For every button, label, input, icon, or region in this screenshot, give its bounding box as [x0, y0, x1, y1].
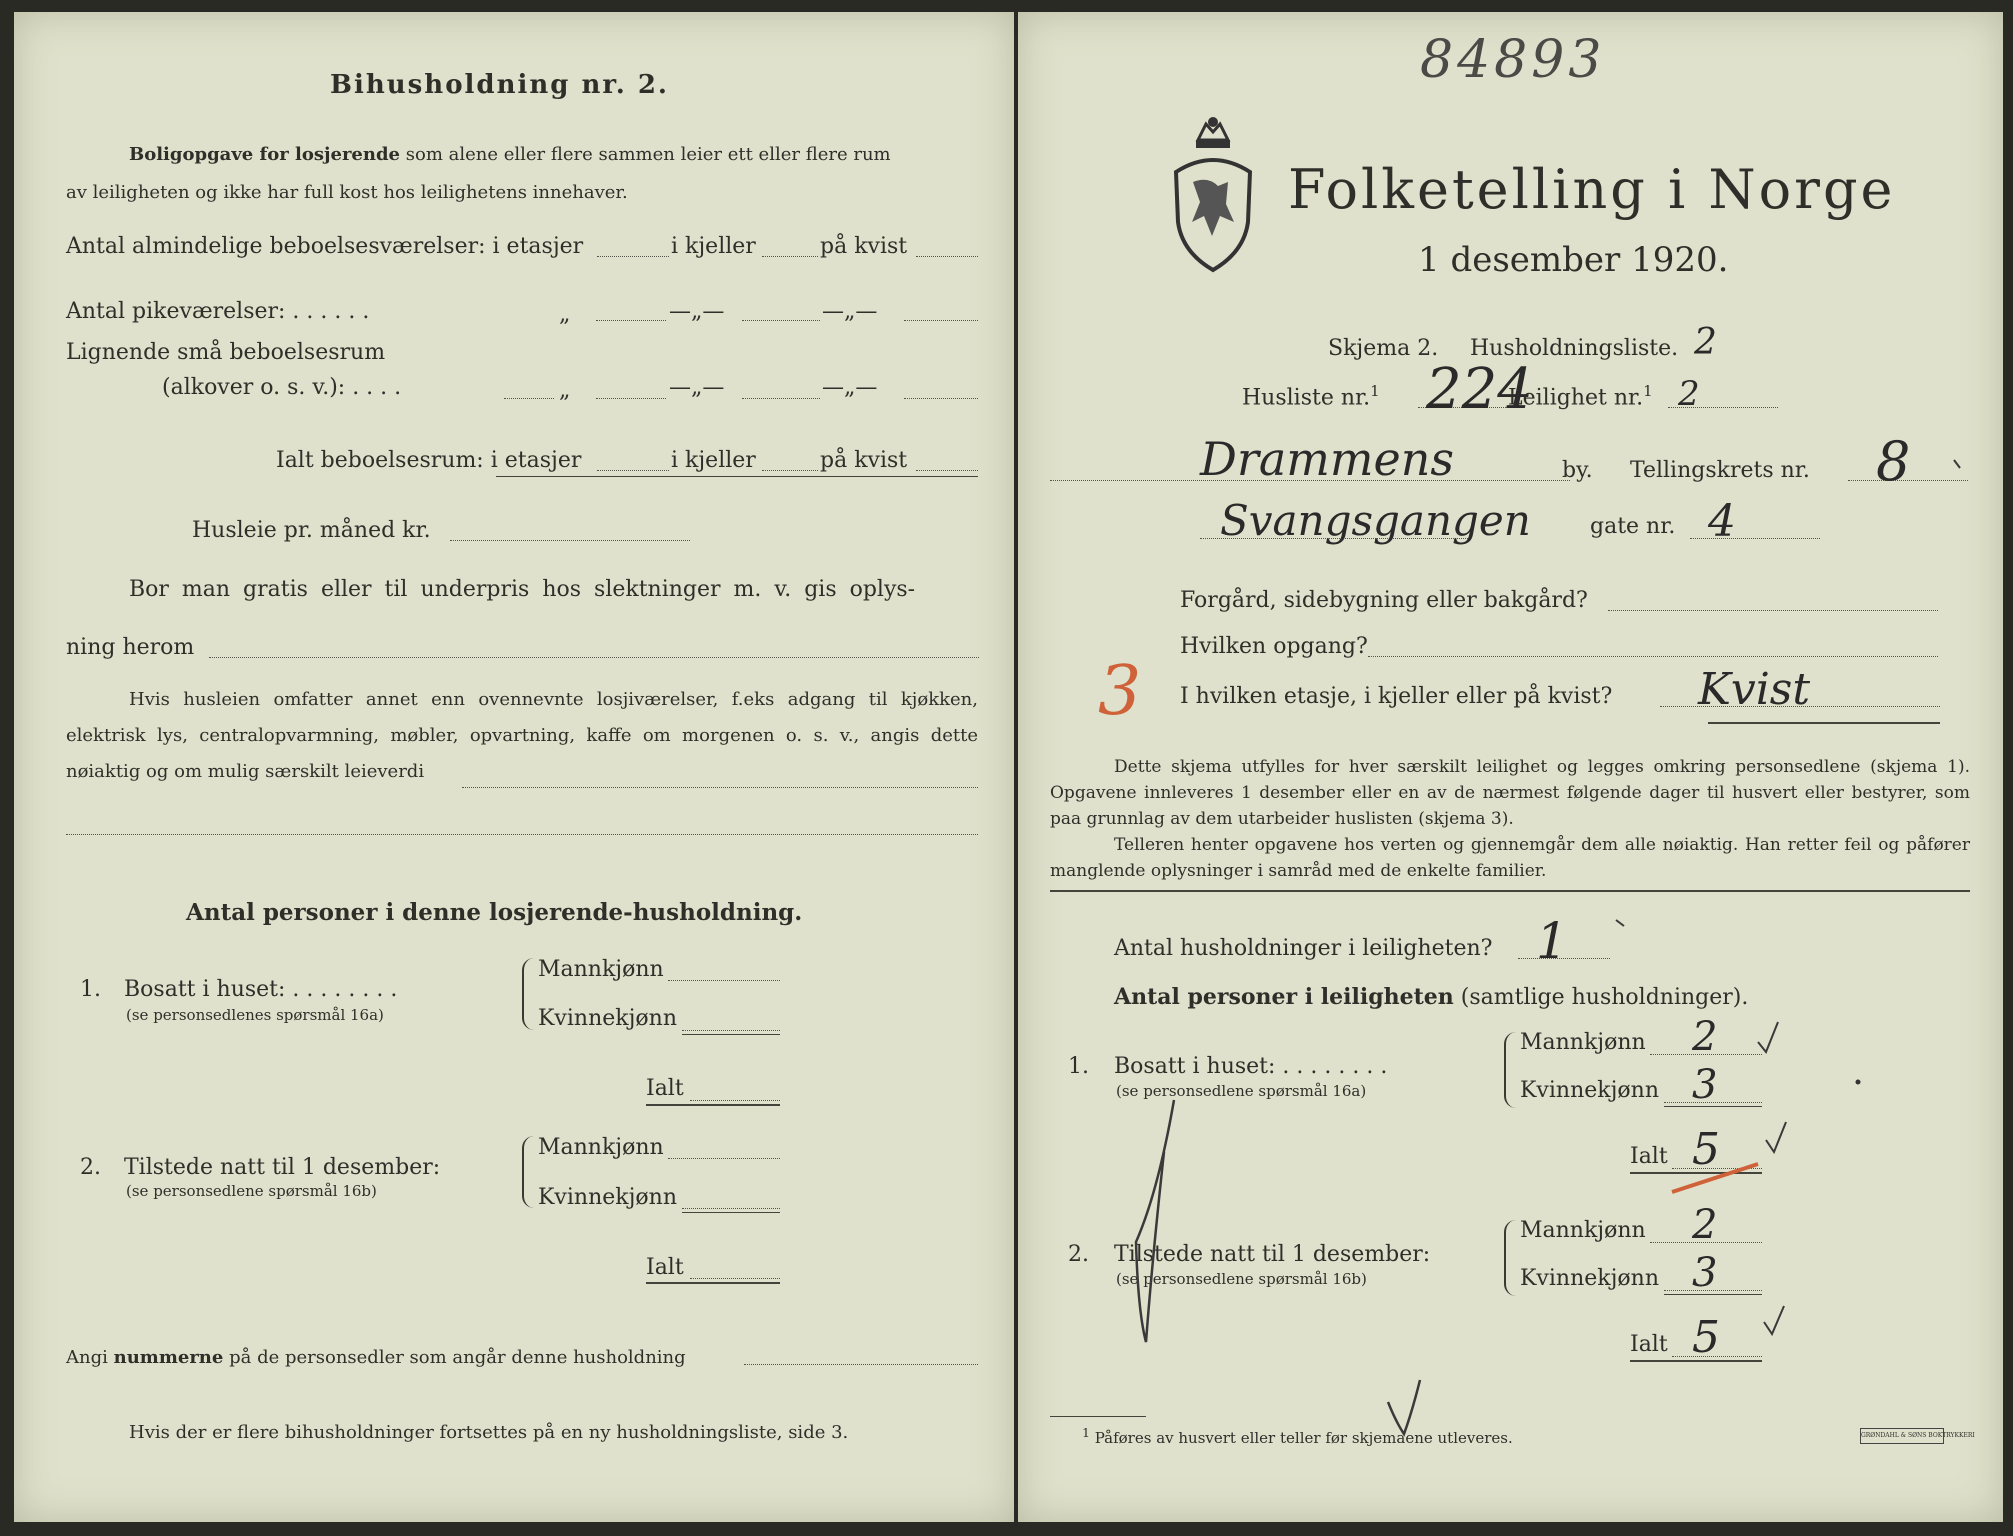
pencil-check-marks [1018, 12, 2003, 1522]
q2-ialt-underline [646, 1282, 780, 1284]
q1-sub: (se personsedlenes spørsmål 16a) [126, 1006, 384, 1024]
r-q2-mann-value[interactable]: 2 [1692, 1202, 1718, 1248]
r-q2-num: 2. [1068, 1242, 1089, 1267]
r-q1-num: 1. [1068, 1054, 1089, 1079]
leilighet-value[interactable]: 2 [1678, 374, 1700, 414]
skjema-label: Skjema 2. [1328, 336, 1439, 361]
r-q2-ialt-value[interactable]: 5 [1692, 1312, 1720, 1363]
opgang-label: Hvilken opgang? [1180, 634, 1368, 659]
r-q1-mannkjonn: Mannkjønn [1520, 1030, 1646, 1055]
r-q1-kvinne-value[interactable]: 3 [1692, 1062, 1718, 1108]
hvis-husleien-text: Hvis husleien omfatter annet enn ovennevnte losjiværelser, f.eks adgang til kjøkken, elektrisk lys, centralopvarmning, møbler, opvartning, kaffe om morgenen o. s. v., angis dette nøiaktig og om mulig særskilt leieverdi [66, 689, 978, 782]
gate-value[interactable]: Svangsgangen [1220, 496, 1531, 545]
q1-label: Bosatt i huset: . . . . . . . . [124, 977, 398, 1002]
antal-alm-field-kvist[interactable] [916, 256, 978, 257]
antal-alm-field-kjeller[interactable] [762, 256, 818, 257]
r-q2-mannkjonn: Mannkjønn [1520, 1218, 1646, 1243]
ialt-beboelse-label: Ialt beboelsesrum: i etasjer [276, 448, 582, 473]
q2-kvinnekjonn: Kvinnekjønn [538, 1185, 677, 1210]
leilighet-label-text: Leilighet nr. [1508, 385, 1644, 411]
pike-ditto-1: „ [559, 302, 571, 327]
antal-hush-value[interactable]: 1 [1536, 912, 1568, 970]
q1-kvinne-underline [682, 1034, 780, 1035]
ning-herom: ning herom [66, 635, 195, 660]
antal-pike-label: Antal pikeværelser: . . . . . . [66, 299, 370, 324]
pike-field-3[interactable] [904, 320, 978, 321]
margin-mark: 3 [1098, 652, 1142, 731]
antal-hush-label: Antal husholdninger i leiligheten? [1114, 936, 1493, 961]
leilighet-sup: 1 [1643, 382, 1653, 400]
intro-rest: som alene eller flere sammen leier ett eller flere rum [405, 144, 891, 165]
footnote-line [1082, 1424, 1513, 1447]
r-q2-kvinnekjonn: Kvinnekjønn [1520, 1266, 1659, 1291]
ialt-field-kjeller[interactable] [762, 470, 818, 471]
right-page [1018, 12, 2003, 1522]
intro-line1 [129, 144, 891, 166]
q2-num: 2. [80, 1155, 101, 1180]
ialt-field-etasjer[interactable] [597, 470, 669, 471]
r-q1-mann-value[interactable]: 2 [1692, 1014, 1718, 1060]
bor-man-text: Bor man gratis eller til underpris hos slektninger m. v. gis oplys- [129, 577, 916, 602]
alkover-ditto-3: —„— [822, 375, 878, 400]
ning-herom-field[interactable] [209, 657, 979, 658]
gate-nr-value[interactable]: 4 [1708, 496, 1736, 547]
hvis-field-2[interactable] [66, 834, 978, 835]
antal-alm-field-etasjer[interactable] [597, 256, 669, 257]
printer-stamp [1860, 1428, 1975, 1444]
archive-number: 84893 [1420, 30, 1606, 90]
r-q2-kvinne-value[interactable]: 3 [1692, 1250, 1718, 1296]
q2-mann-field[interactable] [668, 1158, 780, 1159]
ialt-kjeller: i kjeller [671, 448, 756, 473]
r-q1-label: Bosatt i huset: . . . . . . . . [1114, 1054, 1388, 1079]
husliste-sup: 1 [1370, 382, 1380, 400]
angi-line [66, 1347, 686, 1369]
forgaard-label: Forgård, sidebygning eller bakgård? [1180, 588, 1588, 613]
footnote-text: Påføres av husvert eller teller før skjemaene utleveres. [1094, 1429, 1513, 1447]
info-paragraph-1: Dette skjema utfylles for hver særskilt leilighet og legges omkring personsedlene (skjema 1). Opgavene innleveres 1 desember eller en av de nærmest følgende dager til husvert eller bestyrer, som paa grunnlag av dem utarbeider huslisten (skjema 3). [1050, 757, 1970, 829]
q2-label: Tilstede natt til 1 desember: [124, 1155, 441, 1180]
form-date: 1 desember 1920. [1418, 240, 1729, 280]
antal-alm-kjeller: i kjeller [671, 234, 756, 259]
r-q2-sub: (se personsedlene spørsmål 16b) [1116, 1270, 1367, 1288]
r-q1-ialt: Ialt [1630, 1144, 1668, 1169]
r-q1-sub: (se personsedlene spørsmål 16a) [1116, 1082, 1367, 1100]
ialt-field-kvist[interactable] [916, 470, 978, 471]
intro-line2: av leiligheten og ikke har full kost hos leilighetens innehaver. [66, 182, 628, 203]
ialt-underline [496, 476, 978, 477]
q2-ialt-field[interactable] [690, 1278, 780, 1279]
q1-mann-field[interactable] [668, 980, 780, 981]
alkover-ditto-1: „ [559, 378, 571, 403]
q1-ialt-field[interactable] [690, 1100, 780, 1101]
intro-bold: Boligopgave for losjerende [129, 144, 401, 165]
alkover-field-1[interactable] [596, 398, 666, 399]
by-label: by. [1562, 458, 1593, 483]
pike-ditto-2: —„— [669, 299, 725, 324]
antal-personer-rest: (samtlige husholdninger). [1460, 985, 1749, 1010]
q1-ialt-underline [646, 1104, 780, 1106]
footnote-rule [1050, 1416, 1146, 1417]
etasje-label: I hvilken etasje, i kjeller eller på kvist? [1180, 684, 1613, 709]
alkover-field-2[interactable] [742, 398, 820, 399]
alkover-ditto-2: —„— [669, 375, 725, 400]
pike-ditto-3: —„— [822, 299, 878, 324]
antal-personer-heading: Antal personer i denne losjerende-husholdning. [186, 899, 803, 926]
footnote-mark: 1 [1082, 1425, 1090, 1440]
angi-pre: Angi [66, 1347, 108, 1368]
antal-alm-kvist: på kvist [820, 234, 908, 259]
pike-field-1[interactable] [596, 320, 666, 321]
husholdningsliste-value[interactable]: 2 [1694, 322, 1717, 363]
angi-bold: nummerne [113, 1347, 224, 1368]
antal-personer-bold: Antal personer i leiligheten [1114, 984, 1454, 1010]
q2-sub: (se personsedlene spørsmål 16b) [126, 1182, 377, 1200]
husliste-label-text: Husliste nr. [1242, 385, 1371, 411]
lignende-label: Lignende små beboelsesrum [66, 340, 386, 365]
q1-num: 1. [80, 977, 101, 1002]
ialt-kvist: på kvist [820, 448, 908, 473]
q2-brace [522, 1136, 534, 1208]
left-page [14, 12, 1014, 1522]
alkover-label: (alkover o. s. v.): . . . . [162, 375, 402, 400]
alkover-field-0[interactable] [504, 398, 554, 399]
r-q1-kvinnekjonn: Kvinnekjønn [1520, 1078, 1659, 1103]
form-title: Folketelling i Norge [1288, 158, 1896, 221]
husliste-value[interactable]: 224 [1426, 357, 1533, 422]
q2-ialt: Ialt [646, 1255, 684, 1280]
husholdningsliste-label: Husholdningsliste. [1470, 336, 1679, 361]
r-q2-label: Tilstede natt til 1 desember: [1114, 1242, 1431, 1267]
antal-alm-label: Antal almindelige beboelsesværelser: i etasjer [66, 234, 584, 259]
printer-stamp-text: GRØNDAHL & SØNS BOKTRYKKERI [1861, 1432, 1975, 1439]
by-value[interactable]: Drammens [1200, 432, 1454, 486]
tellingskrets-value[interactable]: 8 [1876, 430, 1911, 493]
alkover-field-3[interactable] [904, 398, 978, 399]
angi-rest: på de personsedler som angår denne husholdning [229, 1347, 686, 1368]
info-paragraph-2: Telleren henter opgavene hos verten og gjennemgår dem alle nøiaktig. Han retter feil og påfører manglende oplysninger i samråd med de enkelte familier. [1050, 835, 1970, 881]
tellingskrets-label: Tellingskrets nr. [1630, 458, 1810, 483]
q1-mannkjonn: Mannkjønn [538, 957, 664, 982]
r-q1-ialt-value[interactable]: 5 [1692, 1124, 1720, 1175]
q2-mannkjonn: Mannkjønn [538, 1135, 664, 1160]
angi-field[interactable] [744, 1364, 978, 1365]
q2-kvinne-field[interactable] [682, 1208, 780, 1209]
q1-ialt: Ialt [646, 1076, 684, 1101]
husleie-label: Husleie pr. måned kr. [192, 518, 431, 543]
r-q2-ialt: Ialt [1630, 1332, 1668, 1357]
hvis-field-1[interactable] [462, 787, 978, 788]
q1-kvinne-field[interactable] [682, 1030, 780, 1031]
q1-brace [522, 958, 534, 1030]
gate-label: gate nr. [1590, 514, 1676, 539]
q2-kvinne-underline [682, 1212, 780, 1213]
left-title: Bihusholdning nr. 2. [330, 70, 669, 100]
q1-kvinnekjonn: Kvinnekjønn [538, 1006, 677, 1031]
etasje-value[interactable]: Kvist [1698, 664, 1811, 715]
husleie-field[interactable] [450, 540, 690, 541]
left-footer: Hvis der er flere bihusholdninger fortsettes på en ny husholdningsliste, side 3. [129, 1422, 849, 1443]
pike-field-2[interactable] [742, 320, 820, 321]
